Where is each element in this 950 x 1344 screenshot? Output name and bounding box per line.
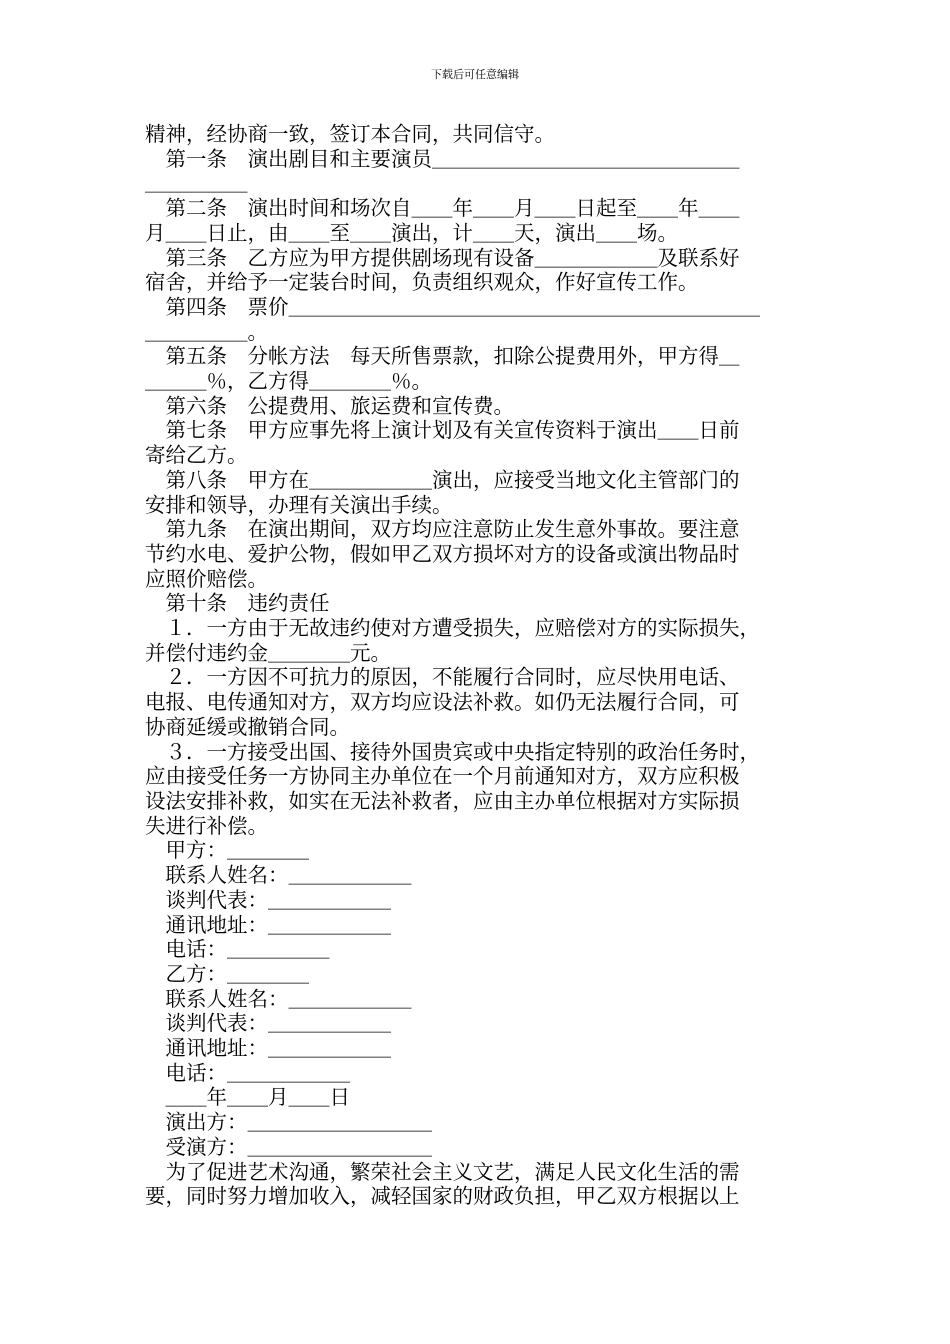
text-line: 协商延缓或撤销合同。 [145,714,350,739]
text-line: 节约水电、爱护公物，假如甲乙双方损坏对方的设备或演出物品时 [145,541,740,566]
text-line: 应照价赔偿。 [145,566,268,591]
text-line: 月＿＿日止，由＿＿至＿＿演出，计＿＿天，演出＿＿场。 [145,220,678,245]
text-line: 第八条 甲方在＿＿＿＿＿＿演出，应接受当地文化主管部门的 [145,467,740,492]
text-line: ＿＿年＿＿月＿＿日 [145,1085,350,1110]
text-line: 受演方：＿＿＿＿＿＿＿＿＿ [145,1134,432,1159]
text-line: 第九条 在演出期间，双方均应注意防止发生意外事故。要注意 [145,517,740,542]
text-line: 第六条 公提费用、旅运费和宣传费。 [145,393,514,418]
text-line: 宿舍，并给予一定装台时间，负责组织观众，作好宣传工作。 [145,270,699,295]
text-line: ２．一方因不可抗力的原因，不能履行合同时，应尽快用电话、 [145,665,740,690]
text-line: 演出方：＿＿＿＿＿＿＿＿＿ [145,1110,432,1135]
text-line: ３．一方接受出国、接待外国贵宾或中央指定特别的政治任务时， [145,739,760,764]
text-line: 联系人姓名：＿＿＿＿＿＿ [145,986,412,1011]
text-line: ＿＿＿＿＿。 [145,319,268,344]
text-line: 第二条 演出时间和场次自＿＿年＿＿月＿＿日起至＿＿年＿＿ [145,196,740,221]
text-line: 乙方：＿＿＿＿ [145,961,309,986]
text-line: 甲方：＿＿＿＿ [145,838,309,863]
text-line: ＿＿＿＿＿ [145,171,248,196]
text-line: 设法安排补救，如实在无法补救者，应由主办单位根据对方实际损 [145,788,740,813]
text-line: 为了促进艺术沟通，繁荣社会主义文艺，满足人民文化生活的需 [145,1159,740,1184]
text-line: 谈判代表：＿＿＿＿＿＿ [145,887,391,912]
text-line: 通讯地址：＿＿＿＿＿＿ [145,912,391,937]
contract-body [145,122,809,1209]
text-line: 寄给乙方。 [145,443,248,468]
text-line: 第四条 票价＿＿＿＿＿＿＿＿＿＿＿＿＿＿＿＿＿＿＿＿＿＿＿ [145,294,760,319]
page-header: 下载后可任意编辑 [431,68,519,81]
text-line: 电话：＿＿＿＿＿＿ [145,1060,350,1085]
text-line: 安排和领导，办理有关演出手续。 [145,492,453,517]
text-line: 并偿付违约金＿＿＿＿元。 [145,640,391,665]
text-line: 精神，经协商一致，签订本合同，共同信守。 [145,122,555,146]
text-line: 第一条 演出剧目和主要演员＿＿＿＿＿＿＿＿＿＿＿＿＿＿＿ [145,146,740,171]
text-line: １．一方由于无故违约使对方遭受损失，应赔偿对方的实际损失， [145,616,760,641]
text-line: ＿＿＿％，乙方得＿＿＿＿％。 [145,369,432,394]
text-line: 第三条 乙方应为甲方提供剧场现有设备＿＿＿＿＿＿及联系好 [145,245,740,270]
text-line: 谈判代表：＿＿＿＿＿＿ [145,1011,391,1036]
text-line: 通讯地址：＿＿＿＿＿＿ [145,1036,391,1061]
text-line: 第十条 违约责任 [145,591,330,616]
text-line: 电报、电传通知对方，双方均应设法补救。如仍无法履行合同，可 [145,690,740,715]
text-line: 第七条 甲方应事先将上演计划及有关宣传资料于演出＿＿日前 [145,418,740,443]
text-line: 要，同时努力增加收入，减轻国家的财政负担，甲乙双方根据以上 [145,1184,740,1209]
text-line: 失进行补偿。 [145,813,268,838]
text-line: 应由接受任务一方协同主办单位在一个月前通知对方，双方应积极 [145,764,740,789]
text-line: 电话：＿＿＿＿＿ [145,937,330,962]
text-line: 第五条 分帐方法 每天所售票款，扣除公提费用外，甲方得＿ [145,344,740,369]
text-line: 联系人姓名：＿＿＿＿＿＿ [145,863,412,888]
